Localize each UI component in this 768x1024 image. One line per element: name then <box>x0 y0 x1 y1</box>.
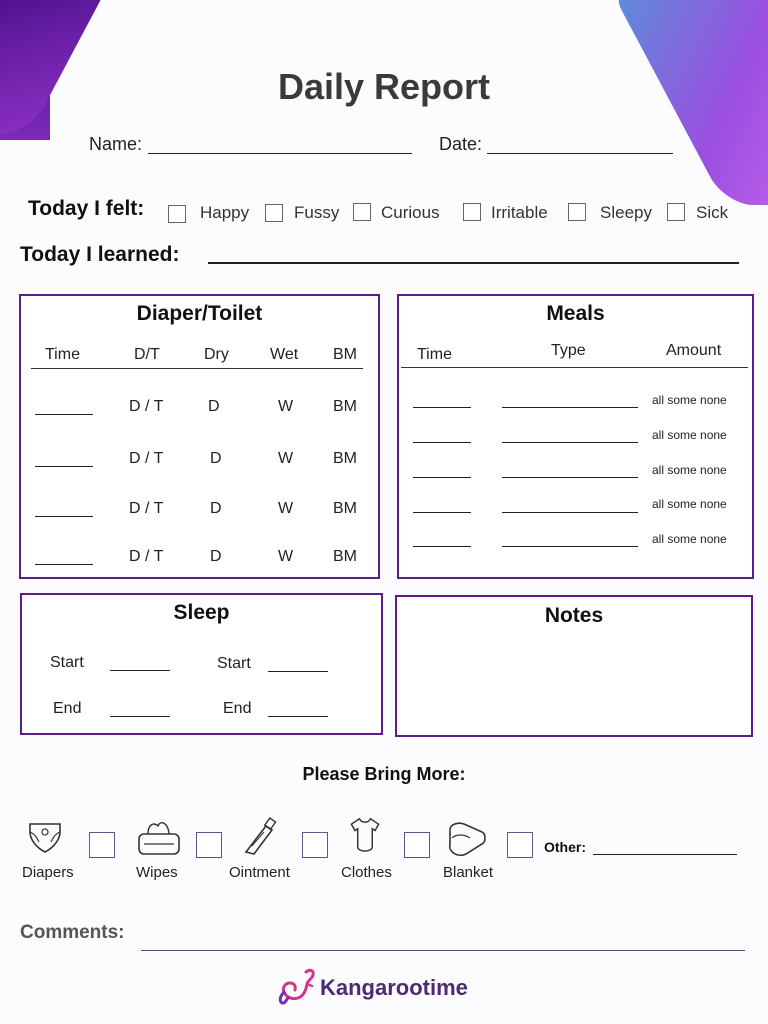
bring-checkbox-blanket[interactable] <box>507 832 533 858</box>
felt-option-sick: Sick <box>696 203 729 222</box>
diaper-time-field-4[interactable] <box>35 564 93 565</box>
meal-amount-2[interactable]: all some none <box>652 428 727 442</box>
diaper-time-field-2[interactable] <box>35 466 93 467</box>
meal-time-field-3[interactable] <box>413 477 471 478</box>
bring-label-wipes: Wipes <box>136 864 178 881</box>
sleep-start-field-1[interactable] <box>110 670 170 671</box>
diaper-bm-2[interactable]: BM <box>333 450 357 467</box>
felt-option-curious: Curious <box>381 203 440 222</box>
sleep-end-field-1[interactable] <box>110 716 170 717</box>
sleep-title: Sleep <box>173 601 230 624</box>
blanket-icon <box>444 818 488 858</box>
meals-header-type: Type <box>551 342 586 359</box>
clothes-icon <box>347 816 383 856</box>
felt-option-irritable: Irritable <box>491 203 548 222</box>
felt-option-fussy: Fussy <box>294 203 340 222</box>
meal-type-field-4[interactable] <box>502 512 638 513</box>
diaper-wet-2[interactable]: W <box>278 450 294 467</box>
page-title: Daily Report <box>277 66 491 107</box>
date-field[interactable] <box>487 153 673 154</box>
meal-amount-4[interactable]: all some none <box>652 497 727 511</box>
notes-panel[interactable] <box>395 595 753 737</box>
brand-name: Kangarootime <box>320 975 468 1000</box>
meal-amount-3[interactable]: all some none <box>652 463 727 477</box>
meal-type-field-1[interactable] <box>502 407 638 408</box>
diaper-dry-1[interactable]: D <box>208 398 220 415</box>
felt-label: Today I felt: <box>28 197 145 220</box>
other-field[interactable] <box>593 854 737 855</box>
meal-time-field-4[interactable] <box>413 512 471 513</box>
sleep-start-label-2: Start <box>217 655 251 672</box>
name-label: Name: <box>89 134 143 154</box>
notes-title: Notes <box>544 604 604 627</box>
diaper-dt-1[interactable]: D / T <box>129 398 164 415</box>
bring-label-blanket: Blanket <box>443 864 494 881</box>
bring-label-clothes: Clothes <box>341 864 392 881</box>
bring-checkbox-ointment[interactable] <box>302 832 328 858</box>
diaper-time-field-3[interactable] <box>35 516 93 517</box>
diaper-dt-4[interactable]: D / T <box>129 548 164 565</box>
diaper-header-wet: Wet <box>270 346 299 363</box>
diaper-header-divider <box>31 368 363 369</box>
diaper-bm-1[interactable]: BM <box>333 398 357 415</box>
diaper-dry-2[interactable]: D <box>210 450 222 467</box>
comments-field[interactable] <box>141 950 745 951</box>
sleep-end-label-2: End <box>223 700 252 717</box>
comments-label: Comments: <box>20 922 125 943</box>
felt-checkbox-sick[interactable] <box>667 203 685 221</box>
sleep-end-field-2[interactable] <box>268 716 328 717</box>
other-label: Other: <box>544 839 586 855</box>
felt-checkbox-irritable[interactable] <box>463 203 481 221</box>
meals-header-time: Time <box>417 346 452 363</box>
diaper-dry-4[interactable]: D <box>210 548 222 565</box>
meal-time-field-2[interactable] <box>413 442 471 443</box>
date-label: Date: <box>439 134 483 154</box>
meals-title: Meals <box>546 302 605 325</box>
diaper-dt-2[interactable]: D / T <box>129 450 164 467</box>
bring-label-ointment: Ointment <box>229 864 290 881</box>
bring-checkbox-wipes[interactable] <box>196 832 222 858</box>
bring-checkbox-clothes[interactable] <box>404 832 430 858</box>
felt-checkbox-fussy[interactable] <box>265 204 283 222</box>
felt-checkbox-sleepy[interactable] <box>568 203 586 221</box>
diaper-header-time: Time <box>45 346 80 363</box>
diaper-toilet-title: Diaper/Toilet <box>136 302 263 325</box>
bring-label-diapers: Diapers <box>22 864 74 881</box>
learned-label: Today I learned: <box>20 243 180 266</box>
meal-type-field-3[interactable] <box>502 477 638 478</box>
diaper-icon <box>27 818 63 858</box>
diaper-wet-3[interactable]: W <box>278 500 294 517</box>
meal-type-field-5[interactable] <box>502 546 638 547</box>
meal-amount-1[interactable]: all some none <box>652 393 727 407</box>
sleep-end-label-1: End <box>53 700 82 717</box>
felt-option-sleepy: Sleepy <box>600 203 652 222</box>
diaper-header-bm: BM <box>333 346 357 363</box>
meals-panel <box>397 294 754 579</box>
sleep-start-label-1: Start <box>50 654 84 671</box>
name-field[interactable] <box>148 153 412 154</box>
felt-checkbox-curious[interactable] <box>353 203 371 221</box>
diaper-bm-4[interactable]: BM <box>333 548 357 565</box>
diaper-bm-3[interactable]: BM <box>333 500 357 517</box>
meal-time-field-1[interactable] <box>413 407 471 408</box>
diaper-dry-3[interactable]: D <box>210 500 222 517</box>
meals-header-amount: Amount <box>666 342 722 359</box>
meal-amount-5[interactable]: all some none <box>652 532 727 546</box>
diaper-dt-3[interactable]: D / T <box>129 500 164 517</box>
diaper-wet-4[interactable]: W <box>278 548 294 565</box>
meal-type-field-2[interactable] <box>502 442 638 443</box>
meal-time-field-5[interactable] <box>413 546 471 547</box>
felt-option-happy: Happy <box>200 203 250 222</box>
diaper-header-dt: D/T <box>134 346 160 363</box>
diaper-header-dry: Dry <box>204 346 229 363</box>
meals-header-divider <box>401 367 748 368</box>
sleep-start-field-2[interactable] <box>268 671 328 672</box>
learned-field[interactable] <box>208 262 739 264</box>
diaper-wet-1[interactable]: W <box>278 398 294 415</box>
ointment-icon <box>242 816 278 856</box>
diaper-time-field-1[interactable] <box>35 414 93 415</box>
kangaroo-logo-icon <box>276 966 320 1006</box>
diaper-toilet-panel <box>19 294 380 579</box>
sleep-panel <box>20 593 383 735</box>
bring-checkbox-diapers[interactable] <box>89 832 115 858</box>
felt-checkbox-happy[interactable] <box>168 205 186 223</box>
wipes-icon <box>136 818 182 858</box>
bring-more-title: Please Bring More: <box>302 764 466 784</box>
